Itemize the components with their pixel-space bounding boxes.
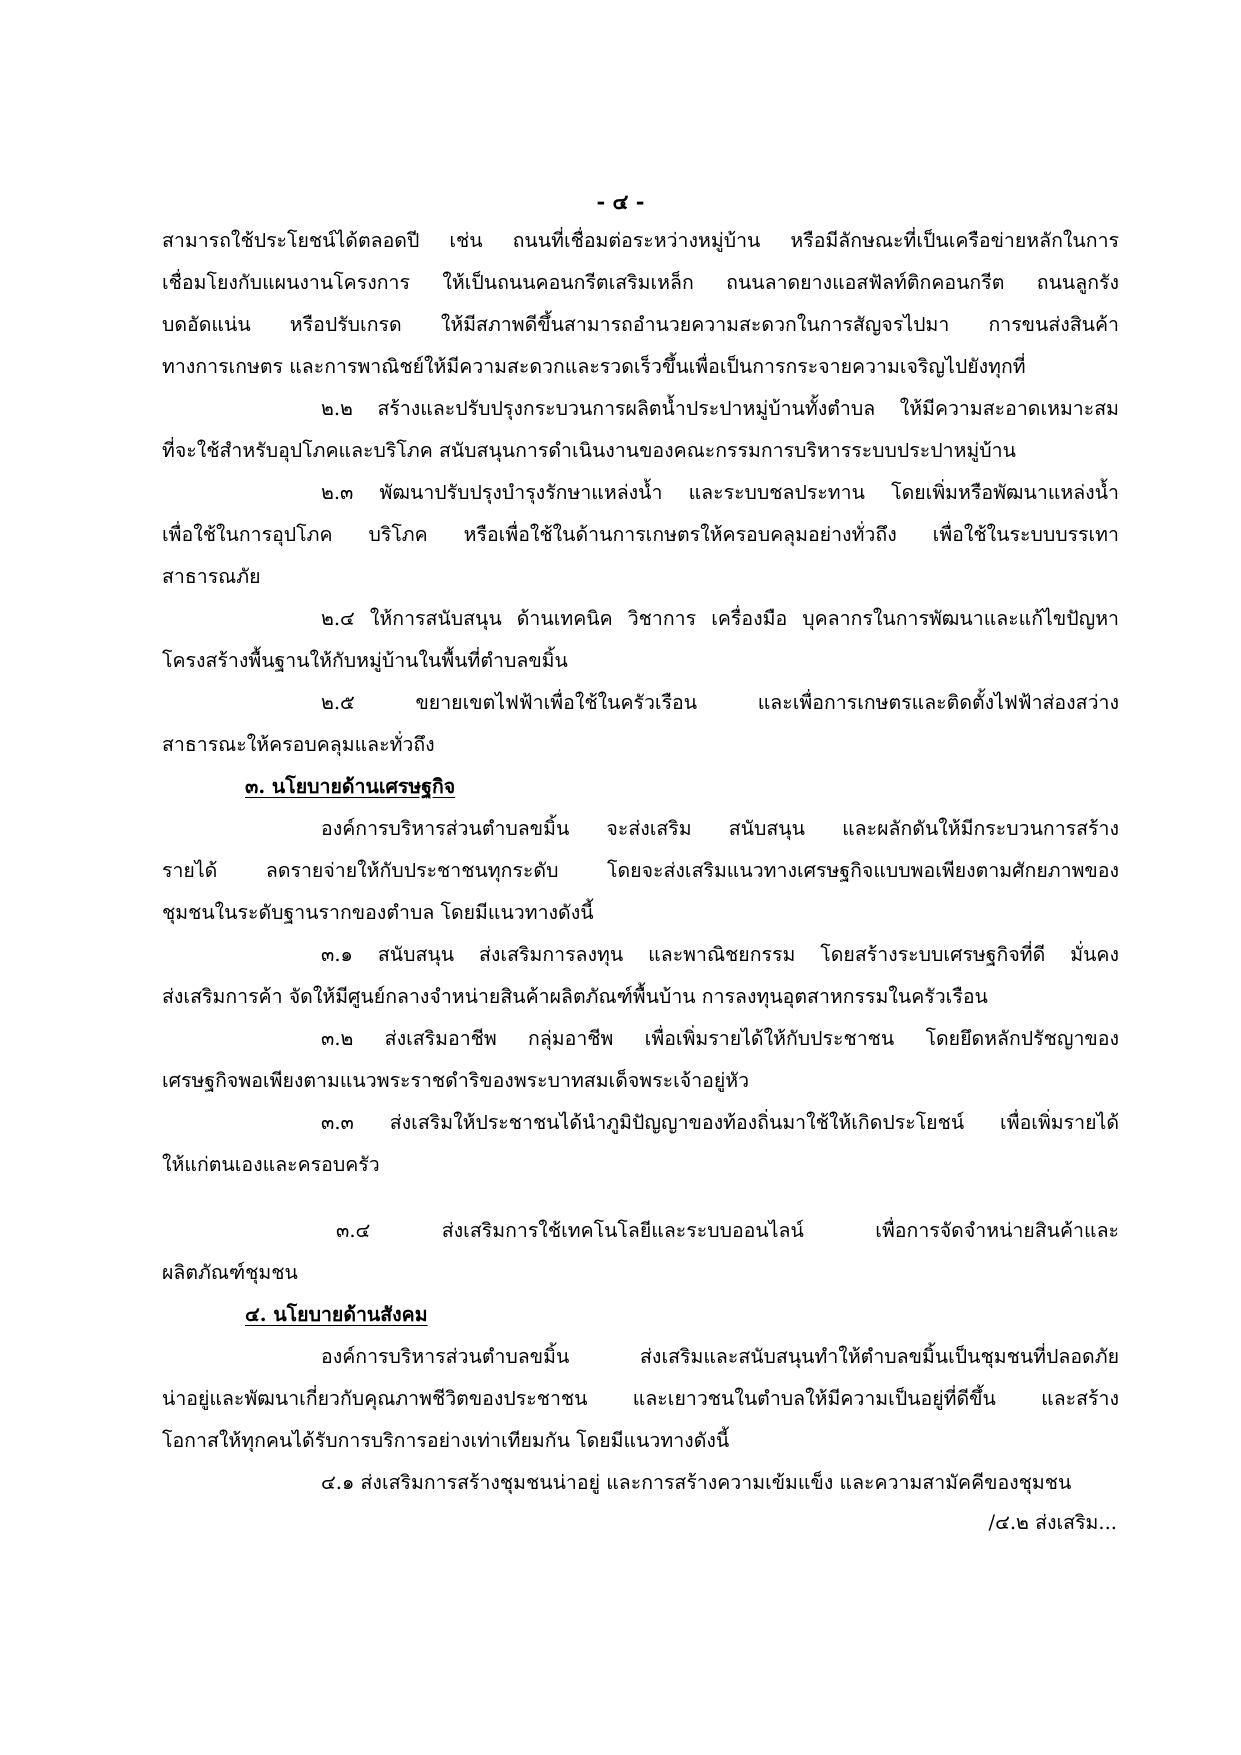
- item-4-1-line: ๔.๑ ส่งเสริมการสร้างชุมชนน่าอยู่ และการสร้างความเข้มแข็ง และความสามัคคีของชุมชน: [321, 1471, 1072, 1494]
- paragraph-line: ให้แก่ตนเองและครอบครัว: [162, 1153, 380, 1176]
- paragraph-line: สาธารณภัย: [162, 565, 261, 588]
- paragraph-line: สาธารณะให้ครอบคลุมและทั่วถึง: [162, 733, 435, 756]
- item-2-3-line: ๒.๓ พัฒนาปรับปรุงบำรุงรักษาแหล่งน้ำ และระบบชลประทาน โดยเพิ่มหรือพัฒนาแหล่งน้ำ: [321, 481, 1119, 504]
- item-3-2-line: ๓.๒ ส่งเสริมอาชีพ กลุ่มอาชีพ เพื่อเพิ่มรายได้ให้กับประชาชน โดยยึดหลักปรัชญาของ: [321, 1027, 1119, 1050]
- item-3-4-line: ๓.๔ ส่งเสริมการใช้เทคโนโลยีและระบบออนไลน์ เพื่อการจัดจำหน่ายสินค้าและ: [336, 1219, 1119, 1242]
- page-number: - ๔ -: [596, 189, 645, 214]
- item-3-1-line: ๓.๑ สนับสนุน ส่งเสริมการลงทุน และพาณิชยกรรม โดยสร้างระบบเศรษฐกิจที่ดี มั่นคง: [321, 943, 1119, 966]
- paragraph-line: รายได้ ลดรายจ่ายให้กับประชาชนทุกระดับ โดยจะส่งเสริมแนวทางเศรษฐกิจแบบพอเพียงตามศักยภาพของ: [162, 859, 1119, 882]
- section-heading-economy: ๓. นโยบายด้านเศรษฐกิจ: [245, 775, 456, 798]
- item-2-5-line: ๒.๕ ขยายเขตไฟฟ้าเพื่อใช้ในครัวเรือน และเพื่อการเกษตรและติดตั้งไฟฟ้าส่องสว่าง: [321, 691, 1119, 714]
- paragraph-line: องค์การบริหารส่วนตำบลขมิ้น ส่งเสริมและสนับสนุนทำให้ตำบลขมิ้นเป็นชุมชนที่ปลอดภัย: [321, 1345, 1119, 1368]
- paragraph-line: ที่จะใช้สำหรับอุปโภคและบริโภค สนับสนุนการดำเนินงานของคณะกรรมการบริหารระบบประปาหมู่บ้าน: [162, 439, 1016, 462]
- continuation-note: /๔.๒ ส่งเสริม...: [988, 1511, 1117, 1534]
- item-2-4-line: ๒.๔ ให้การสนับสนุน ด้านเทคนิค วิชาการ เครื่องมือ บุคลากรในการพัฒนาและแก้ไขปัญหา: [321, 607, 1119, 630]
- paragraph-line: ทางการเกษตร และการพาณิชย์ให้มีความสะดวกและรวดเร็วขึ้นเพื่อเป็นการกระจายความเจริญไปยังทุกที่: [162, 355, 1026, 378]
- paragraph-line: ส่งเสริมการค้า จัดให้มีศูนย์กลางจำหน่ายสินค้าผลิตภัณฑ์พื้นบ้าน การลงทุนอุตสาหกรรมในครัวเรือน: [162, 985, 988, 1008]
- paragraph-line: น่าอยู่และพัฒนาเกี่ยวกับคุณภาพชีวิตของประชาชน และเยาวชนในตำบลให้มีความเป็นอยู่ที่ดีขึ้น และสร้าง: [162, 1387, 1119, 1410]
- paragraph-line: บดอัดแน่น หรือปรับเกรด ให้มีสภาพดีขึ้นสามารถอำนวยความสะดวกในการสัญจรไปมา การขนส่งสินค้า: [162, 313, 1119, 336]
- paragraph-line: สามารถใช้ประโยชน์ได้ตลอดปี เช่น ถนนที่เชื่อมต่อระหว่างหมู่บ้าน หรือมีลักษณะที่เป็นเครือข่ายหลักในการ: [162, 229, 1119, 252]
- item-2-2-line: ๒.๒ สร้างและปรับปรุงกระบวนการผลิตน้ำประปาหมู่บ้านทั้งตำบล ให้มีความสะอาดเหมาะสม: [321, 397, 1119, 420]
- item-3-3-line: ๓.๓ ส่งเสริมให้ประชาชนได้นำภูมิปัญญาของท้องถิ่นมาใช้ให้เกิดประโยชน์ เพื่อเพิ่มรายได้: [321, 1111, 1119, 1134]
- paragraph-line: เศรษฐกิจพอเพียงตามแนวพระราชดำริของพระบาทสมเด็จพระเจ้าอยู่หัว: [162, 1069, 750, 1092]
- paragraph-line: โครงสร้างพื้นฐานให้กับหมู่บ้านในพื้นที่ตำบลขมิ้น: [162, 649, 568, 672]
- paragraph-line: องค์การบริหารส่วนตำบลขมิ้น จะส่งเสริม สนับสนุน และผลักดันให้มีกระบวนการสร้าง: [321, 817, 1119, 840]
- paragraph-line: ชุมชนในระดับฐานรากของตำบล โดยมีแนวทางดังนี้: [162, 901, 594, 924]
- section-heading-society: ๔. นโยบายด้านสังคม: [245, 1303, 428, 1326]
- paragraph-line: โอกาสให้ทุกคนได้รับการบริการอย่างเท่าเทียมกัน โดยมีแนวทางดังนี้: [162, 1429, 730, 1452]
- paragraph-line: ผลิตภัณฑ์ชุมชน: [162, 1261, 298, 1284]
- paragraph-line: เชื่อมโยงกับแผนงานโครงการ ให้เป็นถนนคอนกรีตเสริมเหล็ก ถนนลาดยางแอสฟัลท์ติกคอนกรีต ถนนลูกรัง: [162, 271, 1119, 294]
- paragraph-line: เพื่อใช้ในการอุปโภค บริโภค หรือเพื่อใช้ในด้านการเกษตรให้ครอบคลุมอย่างทั่วถึง เพื่อใช้ในระบบบรรเทา: [162, 523, 1119, 546]
